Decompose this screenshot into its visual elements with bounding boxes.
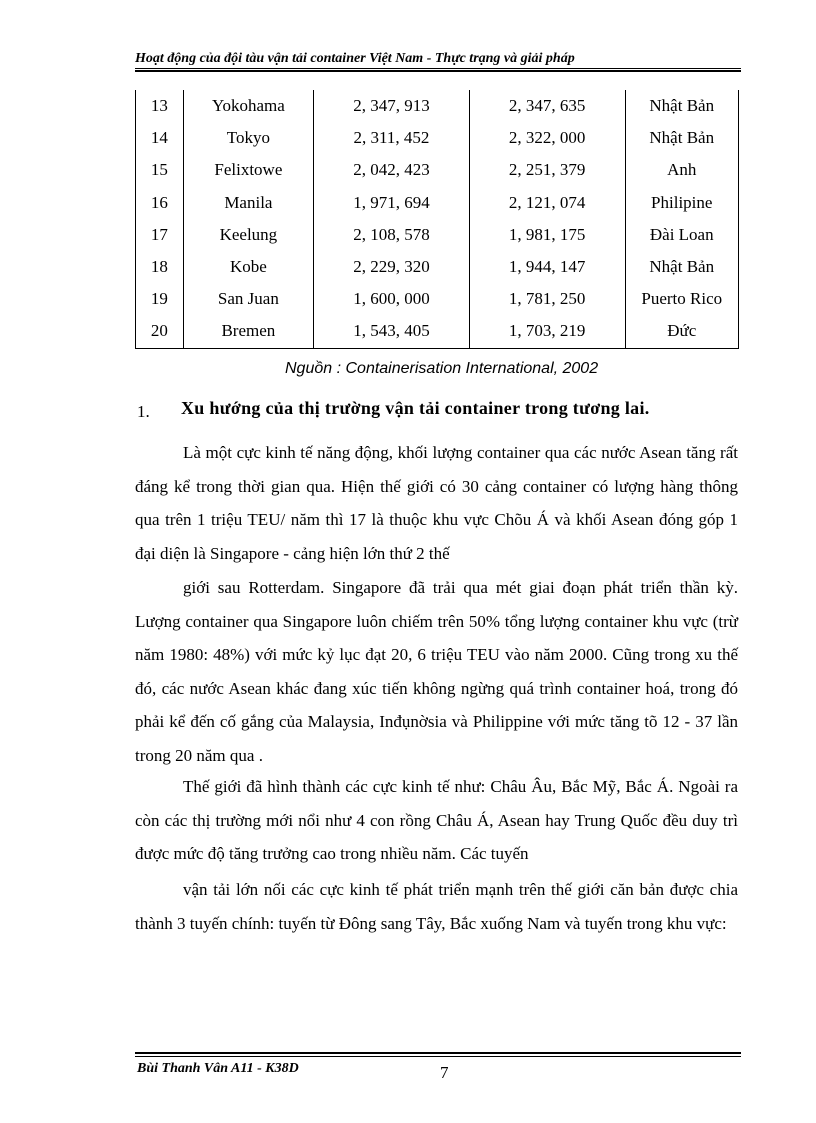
table-row [136, 283, 739, 315]
table-row [136, 154, 739, 186]
value-2001-cell: 2, 251, 379 [469, 154, 625, 186]
value-2001-cell: 1, 703, 219 [469, 315, 625, 348]
value-2001-cell: 1, 981, 175 [469, 219, 625, 251]
port-cell: Felixtowe [183, 154, 313, 186]
table-row [136, 90, 739, 122]
port-cell: Yokohama [183, 90, 313, 122]
rank-cell: 13 [136, 90, 184, 122]
value-2000-cell: 1, 600, 000 [314, 283, 470, 315]
paragraph-4: vận tải lớn nối các cực kinh tế phát triển mạnh trên thế giới căn bản được chia thành 3 tuyến chính: tuyến từ Đông sang Tây, Bắc xuống Nam và tuyến trong khu vực: [135, 880, 738, 933]
table-row [136, 187, 739, 219]
paragraph-2: giới sau Rotterdam. Singapore đã trải qua mét giai đoạn phát triển thần kỳ. Lượng container qua Singapore luôn chiếm trên 50% tổng lượng container khu vực (trừ năm 1980: 48%) với mức kỷ lục đạt 20, 6 triệu TEU vào năm 2000. Cũng trong xu thế đó, các nước Asean khác đang xúc tiến không ngừng quá trình container hoá, trong đó phải kể đến cố gắng của Malaysia, Inđụnờsia và Philippine với mức tăng tõ 12 - 37 lần trong 20 năm qua . [135, 578, 738, 765]
value-2001-cell: 1, 781, 250 [469, 283, 625, 315]
rank-cell: 17 [136, 219, 184, 251]
rank-cell: 15 [136, 154, 184, 186]
value-2001-cell: 2, 347, 635 [469, 90, 625, 122]
country-cell: Nhật Bản [625, 90, 739, 122]
country-cell: Philipine [625, 187, 739, 219]
port-cell: Bremen [183, 315, 313, 348]
value-2000-cell: 1, 971, 694 [314, 187, 470, 219]
value-2000-cell: 2, 311, 452 [314, 122, 470, 154]
country-cell: Nhật Bản [625, 251, 739, 283]
port-cell: Keelung [183, 219, 313, 251]
running-header: Hoạt động của đội tàu vận tải container Việt Nam - Thực trạng và giải pháp [135, 51, 575, 66]
header-divider [135, 68, 741, 69]
table-source-note: Nguồn : Containerisation International, 2002 [285, 360, 599, 377]
port-throughput-table [135, 90, 739, 349]
table-row [136, 122, 739, 154]
rank-cell: 14 [136, 122, 184, 154]
value-2000-cell: 2, 042, 423 [314, 154, 470, 186]
value-2000-cell: 2, 229, 320 [314, 251, 470, 283]
value-2001-cell: 2, 322, 000 [469, 122, 625, 154]
country-cell: Puerto Rico [625, 283, 739, 315]
paragraph-1: Là một cực kinh tế năng động, khối lượng container qua các nước Asean tăng rất đáng kể trong thời gian qua. Hiện thế giới có 30 cảng container có lượng hàng thông qua trên 1 triệu TEU/ năm thì 17 là thuộc khu vực Chõu Á và khối Asean đóng góp 1 đại diện là Singapore - cảng hiện lớn thứ 2 thế [135, 443, 738, 563]
country-cell: Đức [625, 315, 739, 348]
rank-cell: 16 [136, 187, 184, 219]
section-number: 1. [137, 402, 150, 421]
table-row [136, 315, 739, 348]
value-2001-cell: 2, 121, 074 [469, 187, 625, 219]
port-cell: Manila [183, 187, 313, 219]
value-2000-cell: 2, 108, 578 [314, 219, 470, 251]
port-cell: San Juan [183, 283, 313, 315]
port-cell: Kobe [183, 251, 313, 283]
country-cell: Nhật Bản [625, 122, 739, 154]
table-row [136, 251, 739, 283]
rank-cell: 19 [136, 283, 184, 315]
country-cell: Anh [625, 154, 739, 186]
country-cell: Đài Loan [625, 219, 739, 251]
header-divider-thick [135, 70, 741, 72]
footer-author: Bùi Thanh Vân A11 - K38D [137, 1061, 299, 1076]
rank-cell: 20 [136, 315, 184, 348]
footer-divider [135, 1052, 741, 1054]
value-2000-cell: 1, 543, 405 [314, 315, 470, 348]
table-row [136, 219, 739, 251]
footer-divider-thin [135, 1056, 741, 1057]
rank-cell: 18 [136, 251, 184, 283]
page-number: 7 [440, 1063, 449, 1082]
value-2001-cell: 1, 944, 147 [469, 251, 625, 283]
paragraph-3: Thế giới đã hình thành các cực kinh tế như: Châu Âu, Bắc Mỹ, Bắc Á. Ngoài ra còn các thị trường mới nổi như 4 con rồng Châu Á, Asean hay Trung Quốc đều duy trì được mức độ tăng trưởng cao trong nhiều năm. Các tuyến [135, 777, 738, 863]
port-cell: Tokyo [183, 122, 313, 154]
section-title: Xu hướng của thị trường vận tải container trong tương lai. [181, 398, 650, 418]
value-2000-cell: 2, 347, 913 [314, 90, 470, 122]
